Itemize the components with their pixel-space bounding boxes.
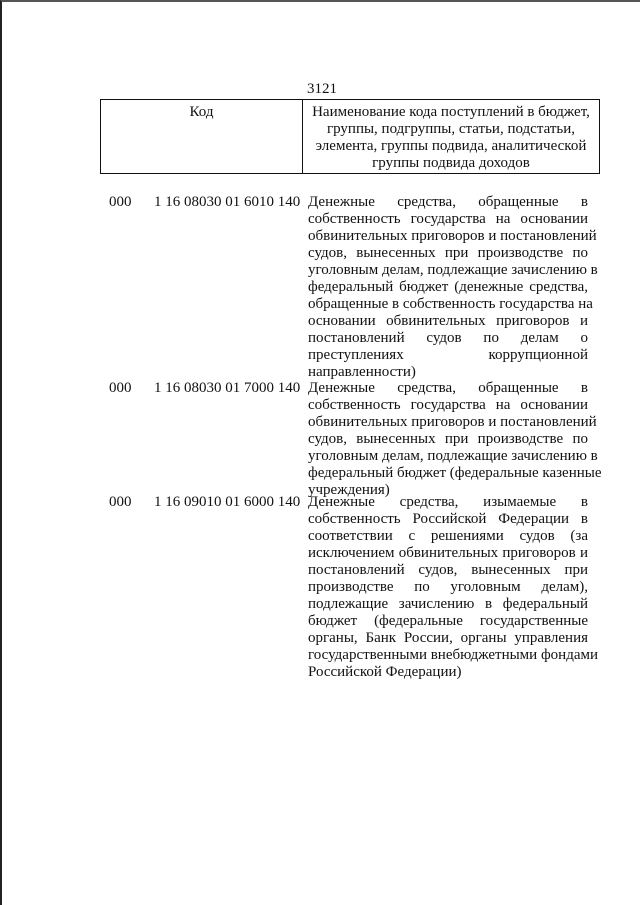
description-line: государственными внебюджетными фондами [308, 647, 599, 663]
page-number: 3121 [307, 81, 337, 97]
description-line: собственность Российской Федерации в [308, 511, 588, 527]
description-line: производстве по уголовным делам), [308, 579, 588, 595]
header-code-column: Код [101, 100, 303, 173]
description-line: собственность государства на основании [308, 211, 588, 227]
description-line: органы, Банк России, органы управления [308, 630, 588, 646]
description-line: уголовным делам, подлежащие зачислению в [308, 262, 598, 278]
table-header [100, 99, 600, 174]
row-prefix: 000 [109, 194, 132, 210]
row-description [308, 494, 599, 681]
description-line: учреждения) [308, 482, 390, 498]
row-description [308, 194, 598, 381]
description-line: исключением обвинительных приговоров и [308, 545, 588, 561]
description-line: Денежные средства, изымаемые в [308, 494, 588, 510]
description-line: бюджет (федеральные государственные [308, 613, 588, 629]
row-code: 1 16 08030 01 7000 140 [154, 380, 301, 396]
description-line: Денежные средства, обращенные в [308, 194, 588, 210]
description-line: постановлений судов по делам о [308, 330, 588, 346]
description-line: соответствии с решениями судов (за [308, 528, 588, 544]
description-line: подлежащие зачислению в федеральный [308, 596, 588, 612]
description-line: постановлений судов, вынесенных при [308, 562, 588, 578]
description-line: федеральный бюджет (федеральные казенные [308, 465, 602, 481]
description-line: собственность государства на основании [308, 397, 588, 413]
description-line: федеральный бюджет (денежные средства, [308, 279, 588, 295]
description-line: Денежные средства, обращенные в [308, 380, 588, 396]
description-line: преступлениях коррупционной [308, 347, 588, 363]
description-line: обвинительных приговоров и постановлений [308, 228, 597, 244]
description-line: основании обвинительных приговоров и [308, 313, 588, 329]
header-name-column: Наименование кода поступлений в бюджет, группы, подгруппы, статьи, подстатьи, элемента, группы подвида, аналитической группы подвида доходов [312, 104, 590, 171]
description-line: обвинительных приговоров и постановлений [308, 414, 597, 430]
description-line: направленности) [308, 364, 416, 380]
description-line: обращенные в собственность государства на [308, 296, 593, 312]
row-prefix: 000 [109, 380, 132, 396]
description-line: судов, вынесенных при производстве по [308, 245, 588, 261]
description-line: уголовным делам, подлежащие зачислению в [308, 448, 598, 464]
row-code: 1 16 09010 01 6000 140 [154, 494, 301, 510]
row-code: 1 16 08030 01 6010 140 [154, 194, 301, 210]
description-line: Российской Федерации) [308, 664, 462, 680]
row-prefix: 000 [109, 494, 132, 510]
row-description [308, 380, 602, 499]
description-line: судов, вынесенных при производстве по [308, 431, 588, 447]
